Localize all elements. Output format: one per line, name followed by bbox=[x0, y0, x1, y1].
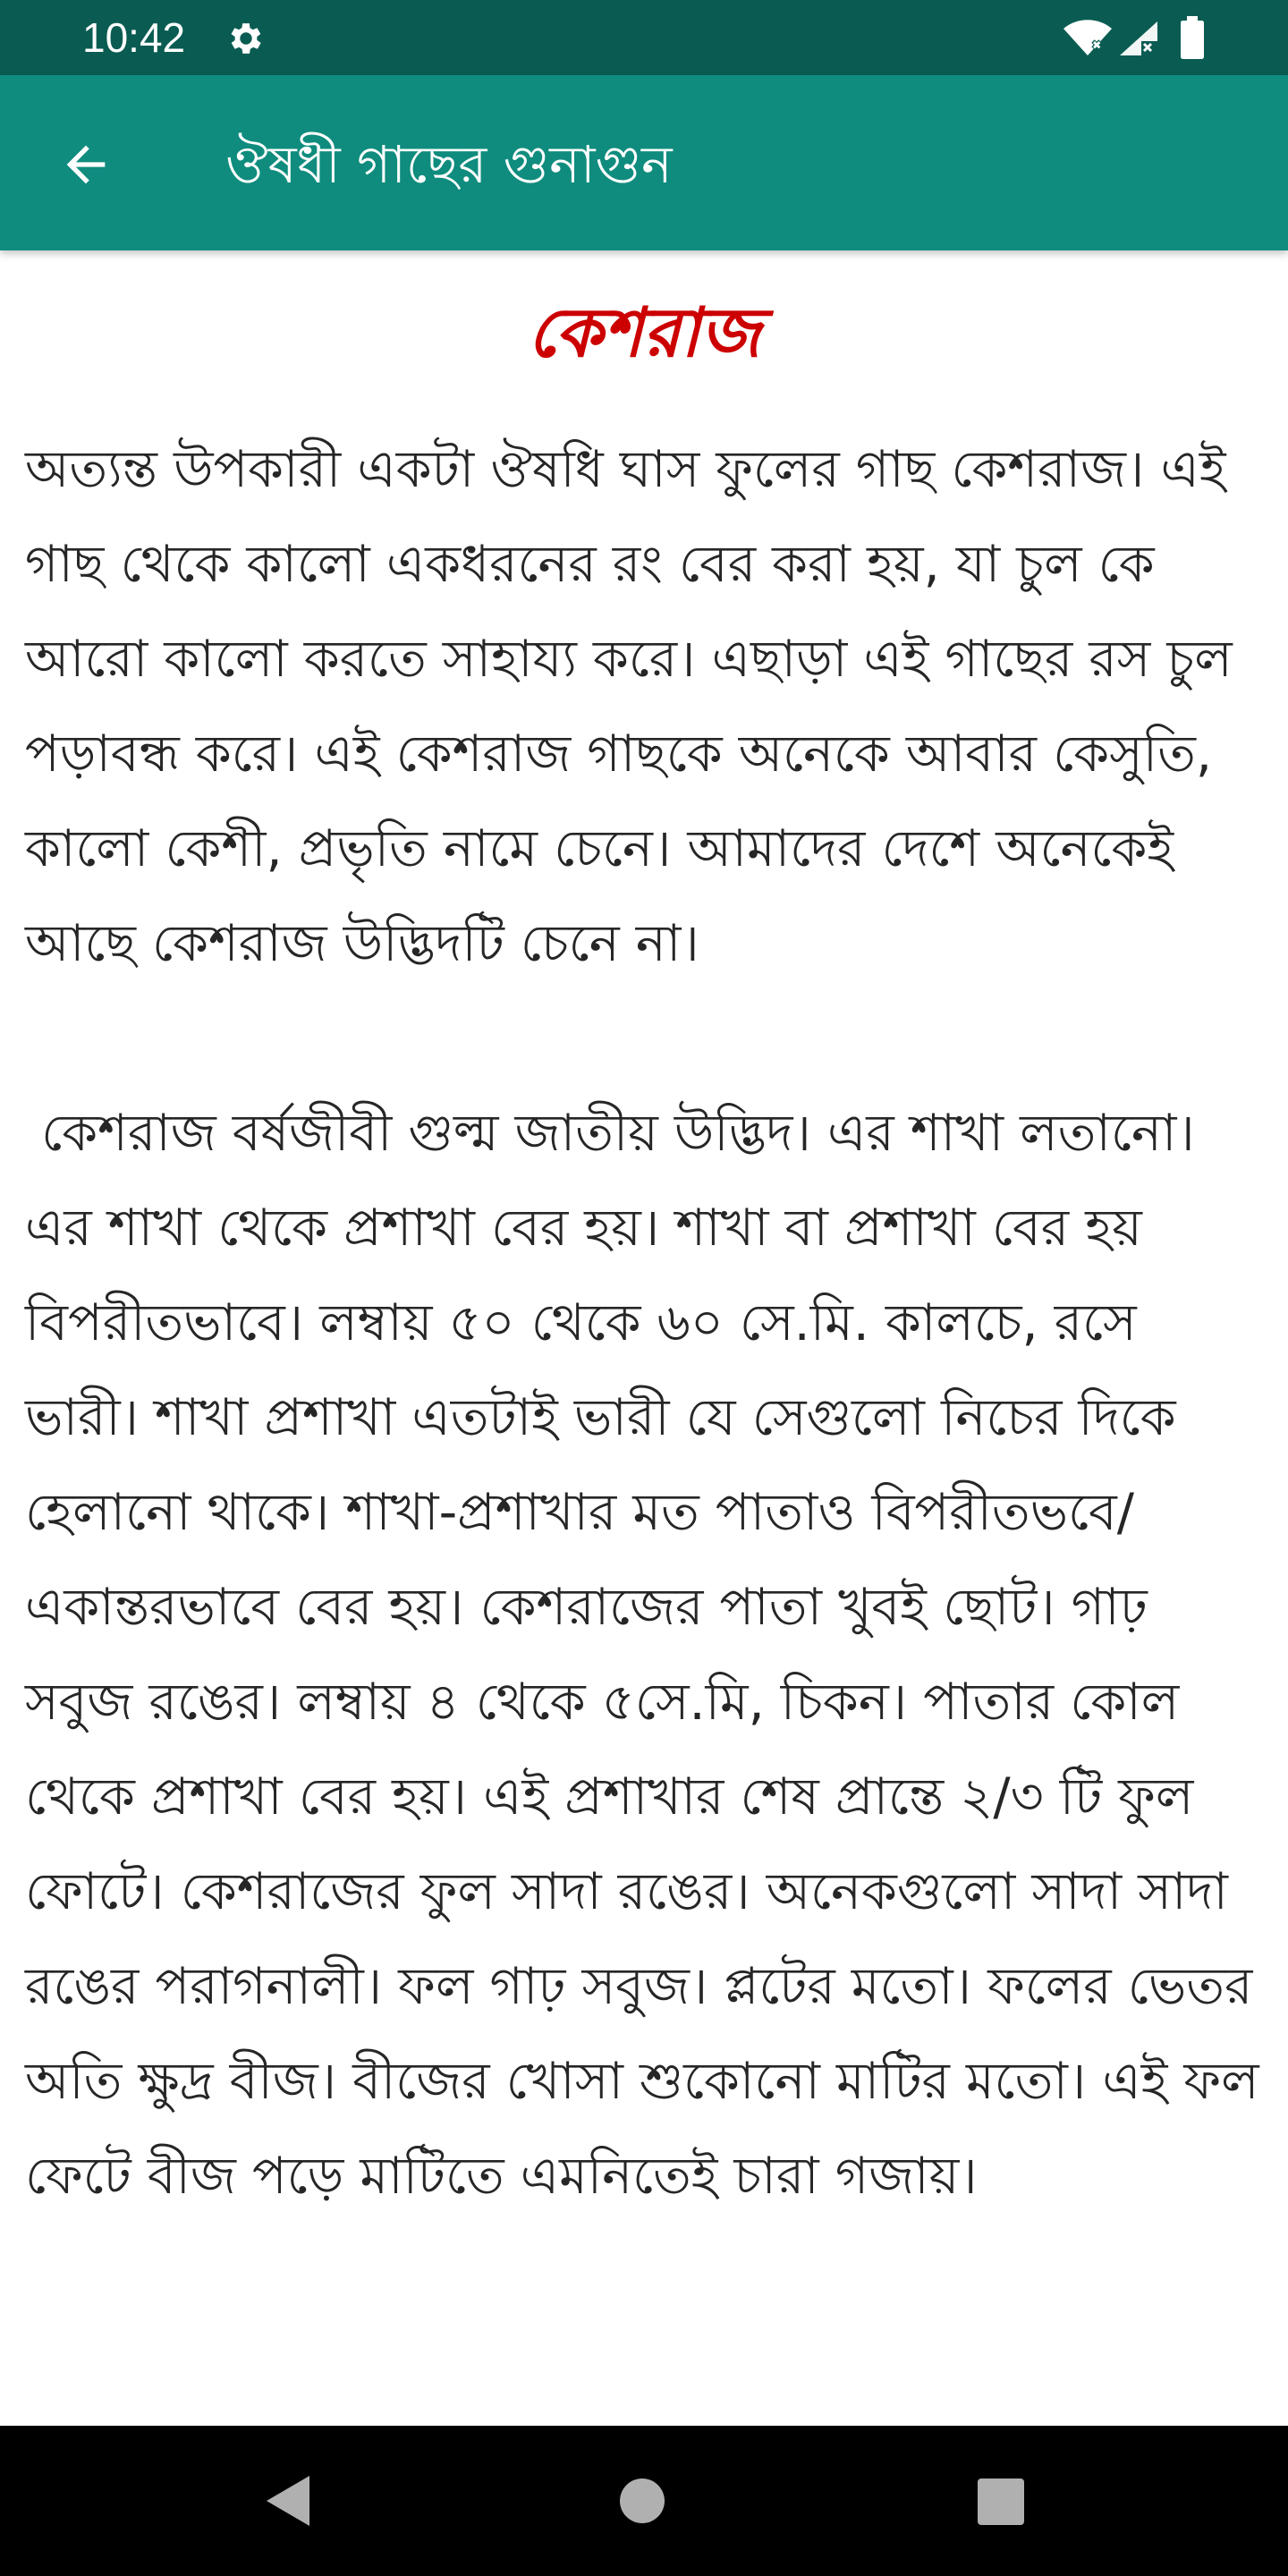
app-title: ঔষধী গাছের গুনাগুন bbox=[225, 134, 673, 195]
gear-icon bbox=[225, 18, 267, 59]
arrow-back-icon bbox=[57, 136, 114, 193]
article-content[interactable] bbox=[0, 250, 1288, 2426]
article-paragraph-2: কেশরাজ বর্ষজীবী গুল্ম জাতীয় উদ্ভিদ। এর শাখা লতানো। এর শাখা থেকে প্রশাখা বের হয়। শাখা বা প্রশাখা বের হয় বিপরীতভাবে। লম্বায় ৫০ থেকে ৬০ সে.মি. কালচে, রসে ভারী। শাখা প্রশাখা এতটাই ভারী যে সেগুলো নিচের দিকে হেলানো থাকে। শাখা-প্রশাখার মত পাতাও বিপরীতভবে/একান্তরভাবে বের হয়। কেশরাজের পাতা খুবই ছোট। গাঢ় সবুজ রঙের। লম্বায় ৪ থেকে ৫সে.মি, চিকন। পাতার কোল থেকে প্রশাখা বের হয়। এই প্রশাখার শেষ প্রান্তে ২/৩ টি ফুল ফোটে। কেশরাজের ফুল সাদা রঙের। অনেকগুলো সাদা সাদা রঙের পরাগনালী। ফল গাঢ় সবুজ। প্লটের মতো। ফলের ভেতর অতি ক্ষুদ্র বীজ। বীজের খোসা শুকোনো মাটির মতো। এই ফল ফেটে বীজ পড়ে মাটিতে এমনিতেই চারা গজায়। bbox=[25, 1104, 1275, 2206]
signal-icon bbox=[1118, 20, 1159, 57]
article-body bbox=[25, 422, 1275, 2224]
nav-home-icon[interactable] bbox=[619, 2478, 665, 2524]
battery-icon bbox=[1179, 16, 1206, 59]
status-time: 10:42 bbox=[82, 14, 186, 61]
app-bar bbox=[0, 75, 1288, 250]
wifi-icon bbox=[1063, 20, 1113, 57]
status-bar bbox=[0, 0, 1288, 75]
nav-recents-icon[interactable] bbox=[977, 2478, 1025, 2526]
nav-back-icon[interactable] bbox=[259, 2472, 317, 2529]
article-paragraph-1: অত্যন্ত উপকারী একটা ঔষধি ঘাস ফুলের গাছ কেশরাজ। এই গাছ থেকে কালো একধরনের রং বের করা হয়, যা চুল কে আরো কালো করতে সাহায্য করে। এছাড়া এই গাছের রস চুল পড়াবন্ধ করে। এই কেশরাজ গাছকে অনেকে আবার কেসুতি, কালো কেশী, প্রভৃতি নামে চেনে। আমাদের দেশে অনেকেই আছে কেশরাজ উদ্ভিদটি চেনে না। bbox=[25, 440, 1249, 973]
navigation-bar bbox=[0, 2426, 1288, 2576]
article-heading: কেশরাজ bbox=[527, 292, 761, 372]
back-button[interactable] bbox=[43, 122, 129, 208]
